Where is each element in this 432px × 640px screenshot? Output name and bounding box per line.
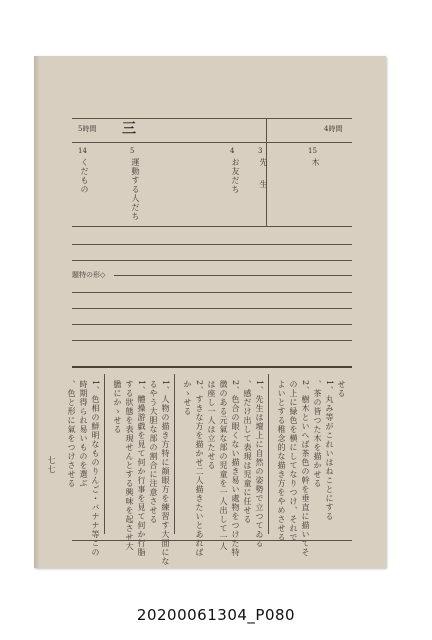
note-line-3: 、茶の皆つた木を描かせる [313, 380, 322, 488]
note-line-12: 2、すきな方を描かせ二人描きたいとあれば [195, 380, 204, 558]
grid-rule-4 [72, 292, 352, 293]
archive-id-caption: 20200061304_P080 [136, 606, 296, 624]
note-line-18: 膽にかゝせる [113, 380, 122, 434]
grid-rule-2 [72, 244, 352, 245]
note-line-16: 1、體操游戯を見て何か行事を見て何か行脂 [137, 380, 146, 558]
column-15-number: 15 [308, 147, 317, 155]
note-line-15: るやう大胆な部の割合に注意させる [149, 380, 158, 524]
grid-rule-6 [72, 324, 352, 325]
grid-rule-1 [72, 226, 352, 227]
note-line-6: よいとする稚念的な描き方をやめさせる [277, 380, 286, 542]
mid-label-rule [114, 275, 352, 276]
column-14-text: くだもの [80, 158, 89, 194]
note-line-8: 、感だけ出して表現は児童に任せる [243, 380, 252, 524]
notes-top-rule [72, 366, 352, 368]
column-3-text: 先 生 [259, 158, 268, 191]
header-right-code: 4時間 [324, 125, 343, 133]
note-line-7: 1、先生は壇上に自然の姿勢で立つてゐる [255, 380, 264, 549]
book-page [34, 56, 386, 568]
column-5-text: 運動する人だち [131, 158, 140, 221]
mid-label: 題特の形◇ [72, 271, 106, 279]
notes-divider-1 [268, 374, 269, 534]
note-line-14: 1、人物の描き方特に顔眼方を練習す大面にな [161, 380, 170, 567]
note-line-1: せる [337, 380, 346, 398]
grid-rule-5 [72, 308, 352, 309]
note-line-17: する狀態を表現せんとする興味を起させ大 [125, 380, 134, 551]
note-line-4: 2、樹木といへば茶色の幹を垂直に描いてそ [301, 380, 310, 558]
note-line-11: は座し一人は立たせる [207, 380, 216, 470]
column-14-number: 14 [78, 147, 87, 155]
note-line-2: 1、丸み等がこれいはねことにする [325, 380, 334, 522]
column-3-number: 3 [258, 147, 263, 155]
note-line-19: 1、色相の鮮明なものりんご・バナナ等この [91, 380, 100, 558]
column-15-text: 木 [311, 158, 320, 167]
grid-rule-7 [72, 340, 352, 341]
note-line-9: 2、色合の眼くない描き易い處物をつけた特 [231, 380, 240, 558]
note-line-13: かゝせる [183, 380, 192, 416]
header-top-rule [72, 118, 352, 119]
note-line-21: 、色と形に氣をつけさせる [67, 380, 76, 488]
notes-divider-2 [174, 374, 175, 534]
note-line-10: 徴のある元氣な部の児童を一人出して一人 [219, 380, 228, 551]
note-line-20: 時期得られ易いものを選ぶ [79, 380, 88, 488]
notes-bottom-rule [72, 540, 352, 541]
column-4-number: 4 [230, 147, 235, 155]
header-left-code: 5時間 [78, 125, 97, 133]
note-line-5: の上に緑色を横にしてなりつけ、それで [289, 380, 298, 542]
unit-kanji-title: 三 [122, 121, 136, 137]
header-bottom-rule [72, 142, 352, 143]
grid-rule-3 [72, 260, 352, 261]
column-5-number: 5 [130, 147, 135, 155]
page-number: 七七 [47, 456, 56, 474]
column-4-text: お友だち [231, 158, 240, 194]
notes-divider-3 [104, 374, 105, 534]
